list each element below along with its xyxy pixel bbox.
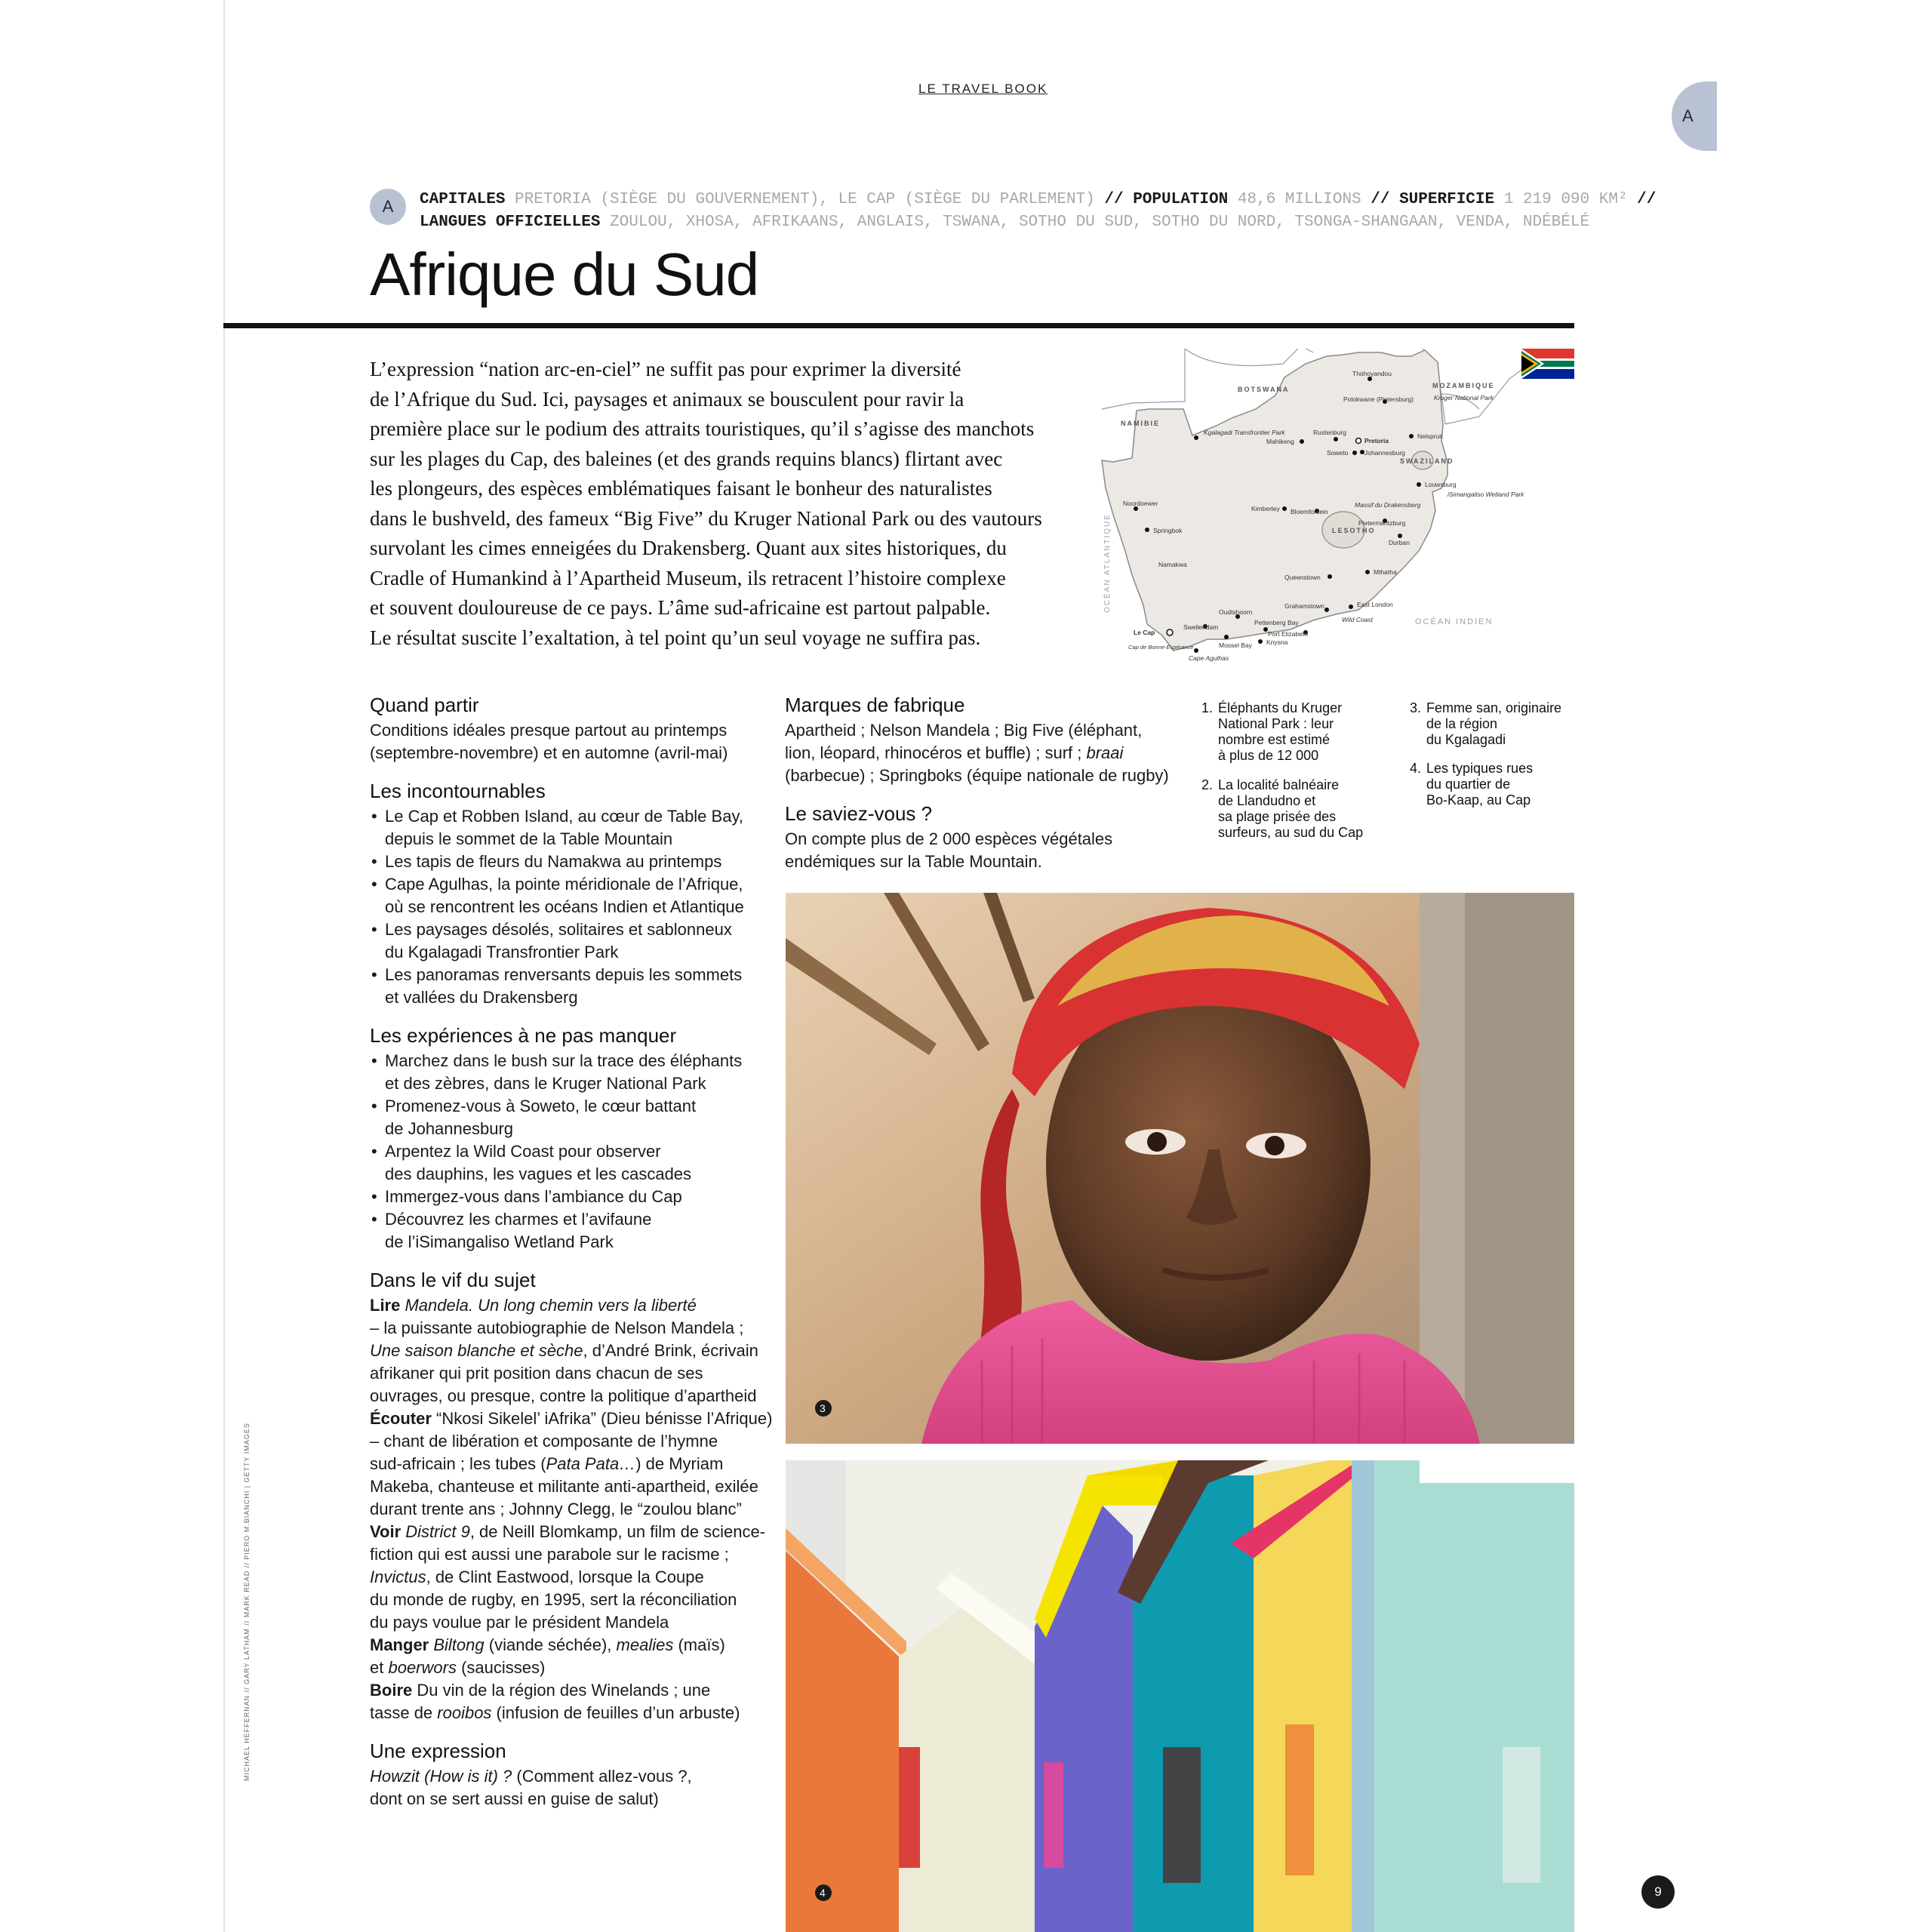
- capitals-label: CAPITALES: [420, 191, 506, 208]
- map-place: Bloemfontein: [1291, 508, 1328, 515]
- photo-portrait-san-woman: [786, 893, 1574, 1444]
- list-item: [370, 805, 762, 851]
- caption-item: [1201, 700, 1342, 764]
- caption-line: Bo-Kaap, au Cap: [1426, 792, 1531, 808]
- capitals-value: PRETORIA (SIÈGE DU GOUVERNEMENT), LE CAP (SIÈGE DU PARLEMENT): [515, 191, 1095, 208]
- section-heading: Marques de fabrique: [785, 694, 965, 716]
- map-place-capital: Pretoria: [1364, 437, 1389, 445]
- list-item: [370, 1140, 762, 1186]
- page-title: Afrique du Sud: [370, 241, 759, 308]
- text-line: [370, 1566, 762, 1589]
- text-line: (septembre-novembre) et en automne (avril-mai): [370, 743, 728, 762]
- text-span: (maïs): [673, 1635, 725, 1654]
- map-place: Port Elizabeth: [1268, 630, 1308, 638]
- text-span: , de Clint Eastwood, lorsque la Coupe: [426, 1567, 704, 1586]
- text-line: [370, 1407, 773, 1430]
- text-italic: Biltong: [433, 1635, 485, 1654]
- map-place: Queenstown: [1284, 574, 1321, 581]
- caption-line: nombre est estimé: [1218, 732, 1331, 747]
- text-italic: boerwors: [388, 1658, 457, 1677]
- caption-line: de la région: [1426, 716, 1498, 731]
- text-line: durant trente ans ; Johnny Clegg, le “zoulou blanc”: [370, 1500, 742, 1518]
- text-italic: braai: [1086, 743, 1124, 762]
- caption-line: Éléphants du Kruger: [1218, 700, 1343, 715]
- map-place: Knysna: [1266, 638, 1288, 646]
- population-value: 48,6 MILLIONS: [1237, 191, 1361, 208]
- did-you-know-section: [785, 801, 1177, 873]
- intro-line: de l’Afrique du Sud. Ici, paysages et animaux se bousculent pour ravir la: [370, 387, 964, 411]
- text-line: Conditions idéales presque partout au printemps: [370, 721, 728, 740]
- text-line: • Les tapis de fleurs du Namakwa au printemps: [385, 852, 722, 871]
- caption-item: [1410, 700, 1561, 748]
- map-place: Kgalagadi Transfrontier Park: [1204, 429, 1285, 436]
- label-bold: Lire: [370, 1296, 405, 1315]
- map-label: BOTSWANA: [1238, 386, 1290, 393]
- map-place: iSimangaliso Wetland Park: [1447, 491, 1524, 498]
- map-place: Rustenburg: [1313, 429, 1346, 436]
- text-line: [370, 1679, 762, 1702]
- intro-line: première place sur le podium des attraits touristiques, qu’il s’agisse des manchots: [370, 417, 1035, 440]
- houses-illustration: [786, 1460, 1574, 1932]
- text-span: Du vin de la région des Winelands ; une: [417, 1681, 711, 1700]
- section-heading: Le saviez-vous ?: [785, 802, 933, 825]
- text-line: Makeba, chanteuse et militante anti-apartheid, exilée: [370, 1477, 758, 1496]
- list-item: [370, 1095, 762, 1140]
- intro-line: dans le bushveld, des fameux “Big Five” du Kruger National Park ou des vautours: [370, 506, 1042, 530]
- map-place: Noordoewer: [1123, 500, 1158, 507]
- section-heading: Une expression: [370, 1740, 506, 1762]
- bullet-list: [370, 1050, 762, 1254]
- label-bold: Manger: [370, 1635, 434, 1654]
- photo-bo-kaap-houses: [786, 1460, 1574, 1932]
- map-label: SWAZILAND: [1400, 457, 1454, 465]
- map-label: NAMIBIE: [1121, 420, 1160, 427]
- facts-column: [785, 692, 1177, 887]
- text-line: du monde de rugby, en 1995, sert la réconciliation: [370, 1590, 737, 1609]
- caption-number: 1.: [1201, 700, 1214, 715]
- text-line: endémiques sur la Table Mountain.: [785, 852, 1042, 871]
- text-line: où se rencontrent les océans Indien et Atlantique: [385, 897, 744, 916]
- map-place: Johannesburg: [1364, 449, 1405, 457]
- photo-number: 3: [820, 1402, 826, 1414]
- text-span: , de Neill Blomkamp, un film de science-: [469, 1522, 766, 1541]
- intro-line: survolant les cimes enneigées du Drakensberg. Quant aux sites historiques, du: [370, 537, 1007, 559]
- caption-line: surfeurs, au sud du Cap: [1218, 825, 1364, 840]
- bullet-list: [370, 805, 762, 1009]
- map-place: Grahamstown: [1284, 602, 1324, 610]
- text-span: sud-africain ; les tubes (: [370, 1454, 546, 1473]
- ocean-label: OCÉAN ATLANTIQUE: [1103, 513, 1112, 613]
- text-span: , d’André Brink, écrivain: [583, 1341, 758, 1360]
- text-line: afrikaner qui prit position dans chacun de ses: [370, 1364, 703, 1383]
- area-value: 1 219 090 KM²: [1503, 191, 1628, 208]
- map-place: Namakwa: [1158, 561, 1187, 568]
- text-italic: Pata Pata…: [546, 1454, 636, 1473]
- text-line: – chant de libération et composante de l’hymne: [370, 1432, 718, 1451]
- caption-item: [1201, 777, 1363, 841]
- text-line: [370, 1765, 762, 1788]
- photo-captions: [1201, 700, 1579, 851]
- text-line: [370, 1521, 766, 1543]
- map-place: Pietermaritzburg: [1358, 519, 1406, 527]
- text-span: et: [370, 1658, 389, 1677]
- map-place: Cap de Bonne-Espérance: [1128, 644, 1194, 651]
- country-facts: [420, 189, 1657, 234]
- section-heading: Dans le vif du sujet: [370, 1269, 536, 1291]
- map-place: Massif du Drakensberg: [1355, 501, 1421, 509]
- map-place: Kruger National Park: [1434, 394, 1494, 401]
- text-line: • Les panoramas renversants depuis les sommets: [385, 965, 743, 984]
- text-line: [370, 1702, 762, 1724]
- caption-line: Les typiques rues: [1426, 761, 1534, 776]
- map-place: East London: [1357, 601, 1393, 608]
- list-item: [370, 873, 762, 918]
- text-line: depuis le sommet de la Table Mountain: [385, 829, 673, 848]
- intro-line: Le résultat suscite l’exaltation, à tel point qu’un seul voyage ne suffira pas.: [370, 626, 981, 649]
- label-bold: Boire: [370, 1681, 417, 1700]
- text-line: de l’iSimangaliso Wetland Park: [385, 1232, 614, 1251]
- photo-credit: MICHAEL HEFFERNAN // GARY LATHAM // MARK READ // PIERO M.BIANCHI | GETTY IMAGES: [243, 1423, 251, 1781]
- text-span: (Comment allez-vous ?,: [512, 1767, 692, 1786]
- text-line: – la puissante autobiographie de Nelson Mandela ;: [370, 1318, 744, 1337]
- text-line: du pays voulue par le président Mandela: [370, 1613, 669, 1632]
- text-span: (viande séchée),: [484, 1635, 617, 1654]
- section-heading: Quand partir: [370, 694, 479, 716]
- culture-section: [370, 1267, 773, 1724]
- intro-paragraph: [370, 355, 1087, 653]
- map-place: Wild Coast: [1342, 616, 1374, 623]
- label-bold: Écouter: [370, 1409, 437, 1428]
- text-line: [370, 1453, 762, 1475]
- ocean-label: OCÉAN INDIEN: [1415, 617, 1494, 626]
- text-italic: Mandela. Un long chemin vers la liberté: [405, 1296, 697, 1315]
- fact-separator: //: [1627, 191, 1657, 208]
- map-place: Swellendam: [1183, 623, 1219, 631]
- caption-line: sa plage prisée des: [1218, 809, 1337, 824]
- caption-number: 4.: [1410, 761, 1422, 776]
- text-line: On compte plus de 2 000 espèces végétales: [785, 829, 1113, 848]
- map-place: Polokwane (Pietersburg): [1343, 395, 1414, 403]
- text-line: • Promenez-vous à Soweto, le cœur battant: [385, 1097, 697, 1115]
- page-spine: [223, 0, 225, 1932]
- section-heading: Les incontournables: [370, 780, 546, 802]
- caption-number: 3.: [1410, 700, 1422, 715]
- map-place: Mthatha: [1374, 568, 1397, 576]
- map-place: Louwsburg: [1425, 481, 1457, 488]
- map-place: Thohoyandou: [1352, 370, 1392, 377]
- map-place: Pettenberg Bay: [1254, 619, 1299, 626]
- intro-line: et souvent douloureuse de ce pays. L’âme sud-africaine est partout palpable.: [370, 596, 991, 619]
- caption-line: du quartier de: [1426, 777, 1511, 792]
- practical-info-column: [370, 692, 773, 1824]
- map-label: LESOTHO: [1332, 527, 1376, 534]
- map-place: Cape Agulhas: [1189, 654, 1229, 662]
- caption-line: du Kgalagadi: [1426, 732, 1506, 747]
- text-span: (saucisses): [456, 1658, 546, 1677]
- caption-line: de Llandudno et: [1218, 793, 1316, 808]
- text-line: (barbecue) ; Springboks (équipe nationale de rugby): [785, 766, 1169, 785]
- page-number: 9: [1641, 1875, 1675, 1909]
- text-line: • Les paysages désolés, solitaires et sablonneux: [385, 920, 732, 939]
- text-line: dont on se sert aussi en guise de salut): [370, 1789, 659, 1808]
- text-line: • Le Cap et Robben Island, au cœur de Table Bay,: [385, 807, 743, 826]
- text-line: • Cape Agulhas, la pointe méridionale de l’Afrique,: [385, 875, 743, 894]
- thumb-tab-letter: A: [1682, 106, 1694, 125]
- map-place: Durban: [1389, 539, 1410, 546]
- text-span: lion, léopard, rhinocéros et buffle) ; surf ;: [785, 743, 1087, 762]
- text-italic: Une saison blanche et sèche: [370, 1341, 583, 1360]
- fact-separator: //: [1094, 191, 1134, 208]
- text-italic: Howzit (How is it) ?: [370, 1767, 512, 1786]
- text-italic: rooibos: [437, 1703, 492, 1722]
- portrait-illustration: [786, 893, 1574, 1444]
- text-line: • Découvrez les charmes et l’avifaune: [385, 1210, 652, 1229]
- must-see-section: [370, 778, 762, 1009]
- text-line: [370, 1657, 762, 1679]
- text-line: et des zèbres, dans le Kruger National Park: [385, 1074, 706, 1093]
- text-line: fiction qui est aussi une parabole sur le racisme ;: [370, 1545, 729, 1564]
- map-label: MOZAMBIQUE: [1432, 382, 1495, 389]
- map-place: Mossel Bay: [1219, 641, 1252, 649]
- list-item: [370, 851, 762, 873]
- text-line: Apartheid ; Nelson Mandela ; Big Five (éléphant,: [785, 721, 1143, 740]
- text-italic: District 9: [405, 1522, 470, 1541]
- text-span: “Nkosi Sikelel’ iAfrika” (Dieu bénisse l’Afrique): [436, 1409, 773, 1428]
- text-line: • Immergez-vous dans l’ambiance du Cap: [385, 1187, 682, 1206]
- thumb-index-tab[interactable]: [1672, 82, 1717, 151]
- text-line: des dauphins, les vagues et les cascades: [385, 1164, 692, 1183]
- text-line: [370, 1340, 762, 1362]
- map-place: Springbok: [1153, 527, 1183, 534]
- map-place-capital: Le Cap: [1134, 629, 1155, 636]
- title-rule: [223, 323, 1574, 328]
- area-label: SUPERFICIE: [1399, 191, 1495, 208]
- brands-section: [785, 692, 1177, 787]
- population-label: POPULATION: [1133, 191, 1229, 208]
- text-line: [370, 1634, 762, 1657]
- expression-section: [370, 1738, 762, 1810]
- text-italic: Invictus: [370, 1567, 426, 1586]
- caption-line: National Park : leur: [1218, 716, 1334, 731]
- text-line: • Arpentez la Wild Coast pour observer: [385, 1142, 661, 1161]
- languages-value: ZOULOU, XHOSA, AFRIKAANS, ANGLAIS, TSWANA, SOTHO DU SUD, SOTHO DU NORD, TSONGA-SHANGAAN, VENDA, NDÉBÉLÉ: [610, 214, 1590, 231]
- text-line: du Kgalagadi Transfrontier Park: [385, 943, 619, 961]
- section-heading: Les expériences à ne pas manquer: [370, 1024, 677, 1047]
- caption-line: La localité balnéaire: [1218, 777, 1340, 792]
- map-place: Kimberley: [1251, 505, 1280, 512]
- experiences-section: [370, 1023, 762, 1254]
- when-section: [370, 692, 762, 764]
- map-place: Oudtshoorn: [1219, 608, 1253, 616]
- text-line: • Marchez dans le bush sur la trace des éléphants: [385, 1051, 743, 1070]
- text-line: [370, 1294, 762, 1317]
- text-span: tasse de: [370, 1703, 438, 1722]
- label-bold: Voir: [370, 1522, 406, 1541]
- map-place: Nelspruit: [1417, 432, 1443, 440]
- caption-item: [1410, 761, 1533, 808]
- caption-line: Femme san, originaire: [1426, 700, 1562, 715]
- text-span: ) de Myriam: [635, 1454, 724, 1473]
- intro-line: sur les plages du Cap, des baleines (et des grands requins blancs) flirtant avec: [370, 447, 1003, 470]
- text-span: (infusion de feuilles d’un arbuste): [491, 1703, 740, 1722]
- south-africa-map: [1087, 349, 1577, 673]
- fact-separator: //: [1361, 191, 1400, 208]
- caption-number: 2.: [1201, 777, 1214, 792]
- intro-line: Cradle of Humankind à l’Apartheid Museum, ils retracent l’histoire complexe: [370, 566, 1006, 589]
- text-italic: mealies: [616, 1635, 674, 1654]
- south-africa-flag-icon: [1521, 349, 1574, 379]
- list-item: [370, 1186, 762, 1208]
- section-letter-badge: A: [370, 189, 406, 225]
- languages-label: LANGUES OFFICIELLES: [420, 214, 601, 231]
- list-item: [370, 1050, 762, 1095]
- text-line: [785, 742, 1177, 764]
- caption-line: à plus de 12 000: [1218, 748, 1319, 763]
- running-head: LE TRAVEL BOOK: [918, 82, 1048, 96]
- text-line: et vallées du Drakensberg: [385, 988, 578, 1007]
- list-item: [370, 1208, 762, 1254]
- list-item: [370, 918, 762, 964]
- list-item: [370, 964, 762, 1009]
- map-place: Soweto: [1327, 449, 1349, 457]
- text-line: de Johannesburg: [385, 1119, 514, 1138]
- text-line: ouvrages, ou presque, contre la politique d’apartheid: [370, 1386, 757, 1405]
- photo-number: 4: [820, 1887, 826, 1899]
- intro-line: L’expression “nation arc-en-ciel” ne suffit pas pour exprimer la diversité: [370, 358, 961, 380]
- map-place: Mahikeng: [1266, 438, 1294, 445]
- intro-line: les plongeurs, des espèces emblématiques faisant le bonheur des naturalistes: [370, 477, 992, 500]
